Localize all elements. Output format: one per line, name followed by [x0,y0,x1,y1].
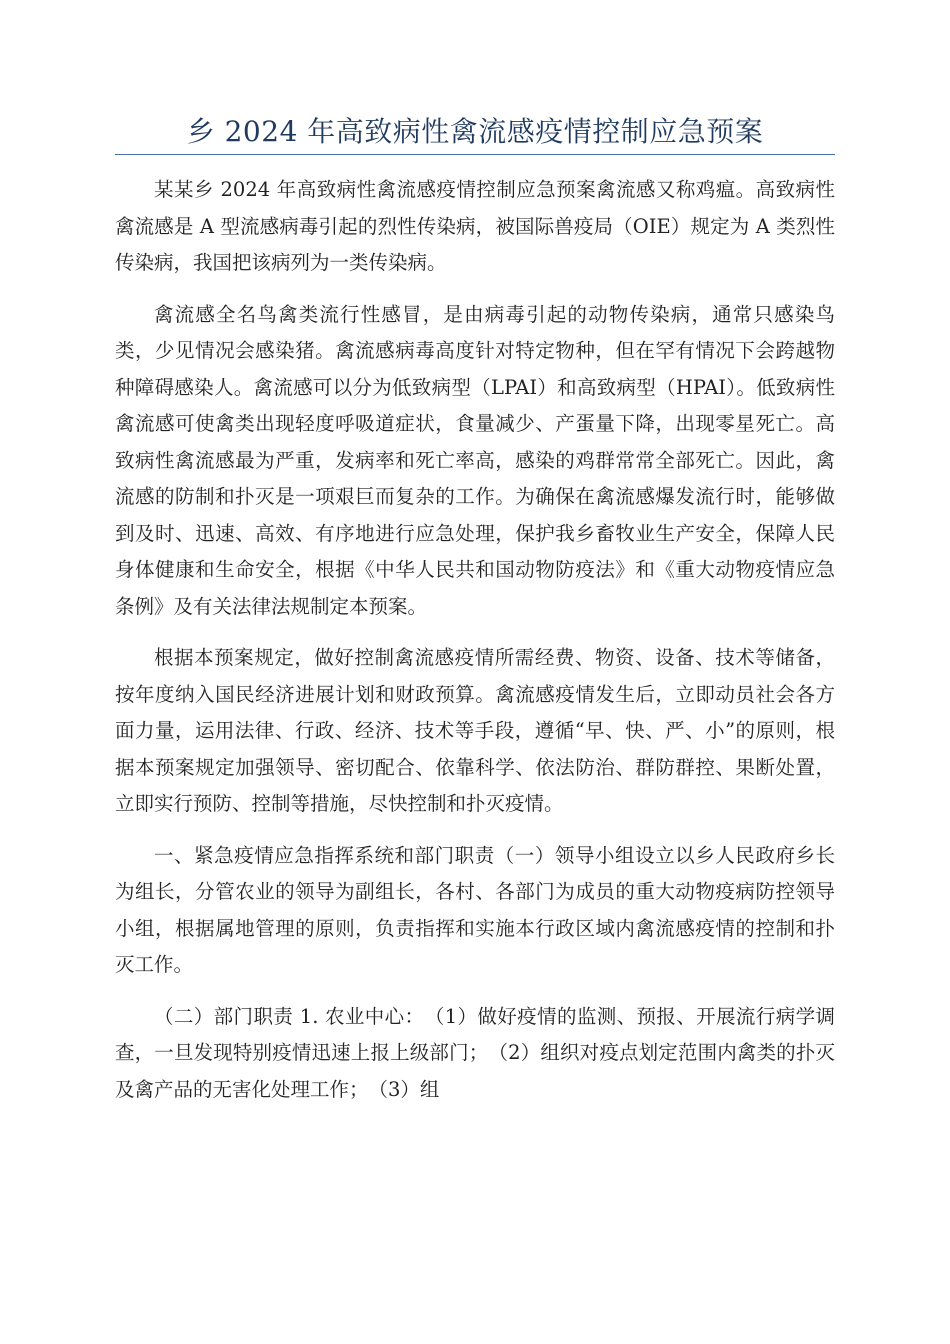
paragraph-definition: 禽流感全名鸟禽类流行性感冒，是由病毒引起的动物传染病，通常只感染鸟类，少见情况会感染猪。禽流感病毒高度针对特定物种，但在罕有情况下会跨越物种障碍感染人。禽流感可以分为低致病型（LPAI）和高致病型（HPAI）。低致病性禽流感可使禽类出现轻度呼吸道症状，食量减少、产蛋量下降，出现零星死亡。高致病性禽流感最为严重，发病率和死亡率高，感染的鸡群常常全部死亡。因此，禽流感的防制和扑灭是一项艰巨而复杂的工作。为确保在禽流感爆发流行时，能够做到及时、迅速、高效、有序地进行应急处理，保护我乡畜牧业生产安全，保障人民身体健康和生命安全，根据《中华人民共和国动物防疫法》和《重大动物疫情应急条例》及有关法律法规制定本预案。 [115,302,835,618]
paragraph-command-system: 一、紧急疫情应急指挥系统和部门职责（一）领导小组设立以乡人民政府乡长为组长，分管农业的领导为副组长，各村、各部门为成员的重大动物疫病防控领导小组，根据属地管理的原则，负责指挥和实施本行政区域内禽流感疫情的控制和扑灭工作。 [115,843,835,976]
document-body [115,172,835,1123]
title-underline [115,154,835,155]
paragraph-principles: 根据本预案规定，做好控制禽流感疫情所需经费、物资、设备、技术等储备，按年度纳入国民经济进展计划和财政预算。禽流感疫情发生后，立即动员社会各方面力量，运用法律、行政、经济、技术等手段，遵循“早、快、严、小”的原则，根据本预案规定加强领导、密切配合、依靠科学、依法防治、群防群控、果断处置，立即实行预防、控制等措施，尽快控制和扑灭疫情。 [115,646,835,815]
document-title: 乡 2024 年高致病性禽流感疫情控制应急预案 [186,115,764,148]
paragraph-intro: 某某乡 2024 年高致病性禽流感疫情控制应急预案禽流感又称鸡瘟。高致病性禽流感是 A 型流感病毒引起的烈性传染病，被国际兽疫局（OIE）规定为 A 类烈性传染病，我国把该病列为一类传染病。 [115,178,835,274]
paragraph-department-duties: （二）部门职责 1. 农业中心： （1）做好疫情的监测、预报、开展流行病学调查，一旦发现特别疫情迅速上报上级部门； （2）组织对疫点划定范围内禽类的扑灭及禽产品的无害化处理工作； （3）组 [115,1004,835,1101]
